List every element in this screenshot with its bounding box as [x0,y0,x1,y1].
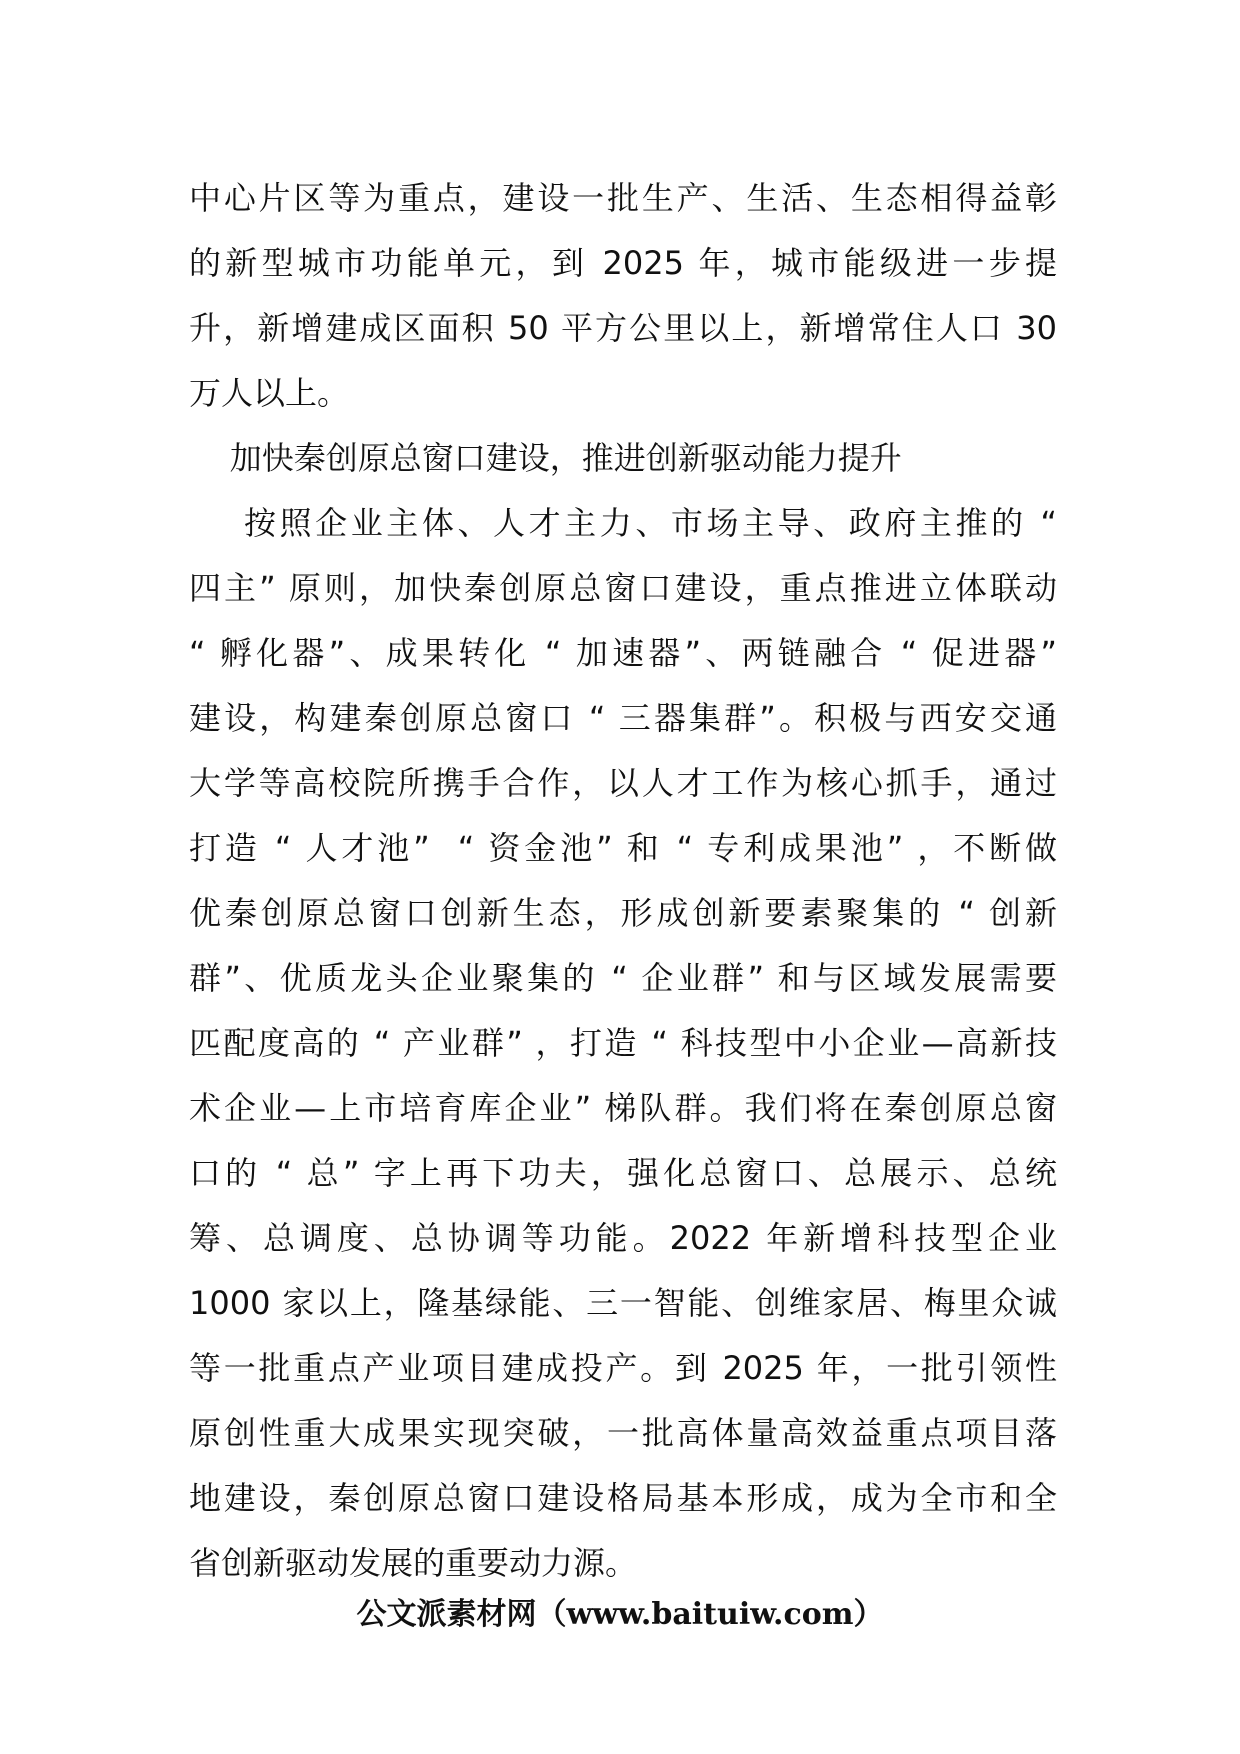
text-line: 打造 “ 人才池” “ 资金池” 和 “ 专利成果池” ，不断做 [189,829,1057,867]
text-line: 按照企业主体、人才主力、市场主导、政府主推的 “ [189,504,1057,542]
text-line: “ 孵化器”、成果转化 “ 加速器”、两链融合 “ 促进器” [189,634,1057,672]
document-body [189,166,1057,1596]
text-line: 的新型城市功能单元，到 2025 年，城市能级进一步提 [189,244,1057,282]
text-line: 四主” 原则，加快秦创原总窗口建设，重点推进立体联动 [189,569,1057,607]
text-line: 地建设，秦创原总窗口建设格局基本形成，成为全市和全 [189,1479,1057,1517]
text-line: 原创性重大成果实现突破，一批高体量高效益重点项目落 [189,1414,1057,1452]
text-line: 省创新驱动发展的重要动力源。 [189,1544,638,1582]
text-line: 建设，构建秦创原总窗口 “ 三器集群”。积极与西安交通 [189,699,1057,737]
text-line: 中心片区等为重点，建设一批生产、生活、生态相得益彰 [189,179,1057,217]
text-line: 口的 “ 总” 字上再下功夫，强化总窗口、总展示、总统 [189,1154,1057,1192]
section-heading: 加快秦创原总窗口建设，推进创新驱动能力提升 [189,439,902,477]
text-line: 等一批重点产业项目建成投产。到 2025 年，一批引领性 [189,1349,1057,1387]
text-line: 群”、优质龙头企业聚集的 “ 企业群” 和与区域发展需要 [189,959,1057,997]
text-line: 术企业—上市培育库企业” 梯队群。我们将在秦创原总窗 [189,1089,1057,1127]
text-line: 筹、总调度、总协调等功能。2022 年新增科技型企业 [189,1219,1057,1257]
text-line: 1000 家以上，隆基绿能、三一智能、创维家居、梅里众诚 [189,1284,1057,1322]
text-line: 万人以上。 [189,374,350,412]
footer-watermark: 公文派素材网（www.baituiw.com） [356,1597,884,1632]
text-line: 优秦创原总窗口创新生态，形成创新要素聚集的 “ 创新 [189,894,1057,932]
text-line: 匹配度高的 “ 产业群” ，打造 “ 科技型中小企业—高新技 [189,1024,1057,1062]
text-line: 升，新增建成区面积 50 平方公里以上，新增常住人口 30 [189,309,1057,347]
text-line: 大学等高校院所携手合作，以人才工作为核心抓手，通过 [189,764,1057,802]
